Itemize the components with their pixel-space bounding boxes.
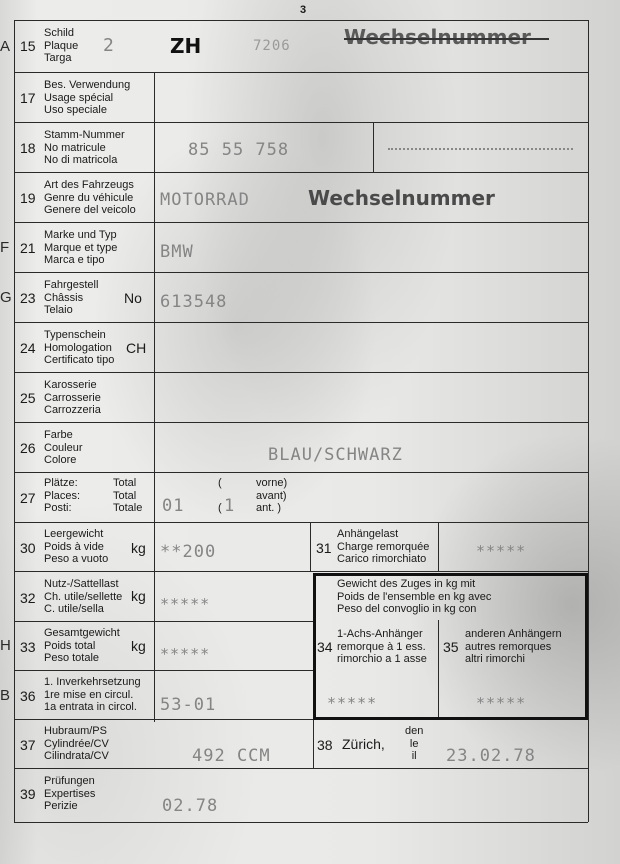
issue-place: Zürich,: [342, 736, 385, 752]
field-number-26: 26: [20, 440, 36, 456]
field-label-single-axle: 1-Achs-Anhänger remorque à 1 ess. rimorchio a 1 asse: [337, 628, 427, 665]
table-right-border: [588, 20, 589, 822]
field-label-special-use: Bes. Verwendung Usage spécial Uso speciale: [44, 79, 131, 116]
field-number-18: 18: [20, 140, 36, 156]
label-column-divider: [154, 72, 155, 722]
side-letter-h: H: [0, 637, 11, 654]
row-divider: [14, 122, 588, 123]
field-number-38: 38: [317, 737, 333, 753]
make-value: BMW: [160, 242, 194, 262]
field-number-21: 21: [20, 240, 36, 256]
row-divider: [14, 372, 588, 373]
row-divider: [14, 322, 588, 323]
field-number-19: 19: [20, 190, 36, 206]
field-number-25: 25: [20, 390, 36, 406]
field-number-23: 23: [20, 290, 36, 306]
side-letter-b: B: [0, 687, 11, 704]
issue-date-labels: den le il: [405, 725, 424, 762]
field-number-17: 17: [20, 90, 36, 106]
row-divider: [14, 222, 588, 223]
field-label-towing-load: Anhängelast Charge remorquée Carico rimorchiato: [337, 528, 430, 565]
single-axle-value: *****: [327, 694, 378, 712]
row-divider: [14, 72, 588, 73]
field-label-master-number: Stamm-Nummer No matricule No di matricola: [44, 129, 125, 166]
master-number-value: 85 55 758: [188, 140, 290, 160]
cell-divider: [313, 719, 314, 768]
field-number-27: 27: [20, 490, 36, 506]
total-weight-value: *****: [160, 645, 211, 663]
seats-position-labels: vorne) avant) ant. ): [256, 477, 288, 514]
field-number-39: 39: [20, 786, 36, 802]
field-label-first-registration: 1. Inverkehrsetzung 1re mise en circul. 1a entrata in circol.: [44, 676, 141, 713]
field-label-color: Farbe Couleur Colore: [44, 429, 83, 466]
side-letter-g: G: [0, 289, 12, 306]
side-letter-f: F: [0, 239, 10, 256]
open-paren: (: [218, 502, 222, 514]
first-registration-value: 53-01: [160, 695, 217, 715]
field-label-payload: Nutz-/Sattellast Ch. utile/sellette C. utile/sella: [44, 578, 123, 615]
plate-canton: ZH: [170, 34, 202, 58]
train-weight-heading: Gewicht des Zuges in kg mit Poids de l'ensemble en kg avec Peso del convoglio in kg con: [337, 578, 492, 615]
seats-total-labels: Total Total Totale: [113, 477, 143, 514]
row-divider: [14, 522, 588, 523]
empty-weight-unit: kg: [131, 540, 146, 556]
color-value: BLAU/SCHWARZ: [268, 445, 403, 465]
seats-front-value: 1: [224, 496, 236, 516]
payload-unit: kg: [131, 588, 146, 604]
empty-weight-value: **200: [160, 542, 217, 562]
field-label-seats: Plätze: Places: Posti:: [44, 477, 81, 514]
wechselnummer-stamp: Wechselnummer: [308, 186, 495, 210]
field-number-32: 32: [20, 590, 36, 606]
table-bottom-border: [14, 822, 588, 823]
table-top-border: [14, 20, 588, 21]
chassis-number-value: 613548: [160, 292, 228, 312]
page-number: 3: [300, 4, 307, 16]
other-trailers-value: *****: [476, 694, 527, 712]
cell-divider: [373, 122, 374, 172]
field-label-inspections: Prüfungen Expertises Perizie: [44, 775, 96, 812]
field-number-35: 35: [443, 639, 459, 655]
field-label-homologation: Typenschein Homologation Certificato tipo: [44, 329, 115, 366]
field-label-vehicle-type: Art des Fahrzeugs Genre du véhicule Genere del veicolo: [44, 179, 136, 216]
crossed-out-stamp: Wechselnummer: [344, 25, 531, 49]
vehicle-type-value: MOTORRAD: [160, 190, 250, 210]
row-divider: [14, 670, 313, 671]
field-label-make-model: Marke und Typ Marque et type Marca e tipo: [44, 229, 118, 266]
payload-value: *****: [160, 595, 211, 613]
field-label-other-trailers: anderen Anhängern autres remorques altri rimorchi: [465, 628, 562, 665]
row-divider: [14, 172, 588, 173]
issue-date-value: 23.02.78: [446, 746, 536, 766]
field-number-37: 37: [20, 737, 36, 753]
towing-load-value: *****: [476, 542, 527, 560]
cell-divider: [438, 522, 439, 571]
field-number-30: 30: [20, 540, 36, 556]
row-divider: [14, 621, 313, 622]
side-letter-a: A: [0, 38, 11, 55]
table-left-border: [14, 20, 15, 822]
seats-total-value: 01: [162, 496, 185, 516]
field-number-15: 15: [20, 38, 36, 54]
total-weight-unit: kg: [131, 638, 146, 654]
row-divider: [14, 571, 588, 572]
row-divider: [14, 472, 588, 473]
open-paren: (: [218, 477, 222, 489]
row-divider: [14, 422, 588, 423]
field-number-24: 24: [20, 340, 36, 356]
plate-digit: 2: [103, 35, 115, 56]
field-label-body: Karosserie Carrosserie Carrozzeria: [44, 379, 101, 416]
field-number-31: 31: [316, 540, 332, 556]
cell-divider: [310, 522, 311, 571]
field-number-34: 34: [317, 639, 333, 655]
inspection-value: 02.78: [162, 796, 219, 816]
displacement-value: 492 CCM: [192, 746, 271, 766]
field-label-plate: Schild Plaque Targa: [44, 27, 79, 64]
field-number-36: 36: [20, 688, 36, 704]
dotted-line: [388, 148, 573, 150]
field-label-chassis: Fahrgestell Châssis Telaio: [44, 279, 99, 316]
row-divider: [14, 272, 588, 273]
chassis-no-label: No: [124, 290, 142, 306]
field-label-total-weight: Gesamtgewicht Poids total Peso totale: [44, 627, 120, 664]
row-divider: [14, 768, 588, 769]
field-label-displacement: Hubraum/PS Cylindrée/CV Cilindrata/CV: [44, 725, 109, 762]
strike-through-line: [344, 38, 549, 40]
field-label-empty-weight: Leergewicht Poids à vide Peso a vuoto: [44, 528, 109, 565]
plate-number-faded: 7206: [253, 38, 291, 54]
homologation-ch-label: CH: [126, 340, 147, 356]
field-number-33: 33: [20, 639, 36, 655]
